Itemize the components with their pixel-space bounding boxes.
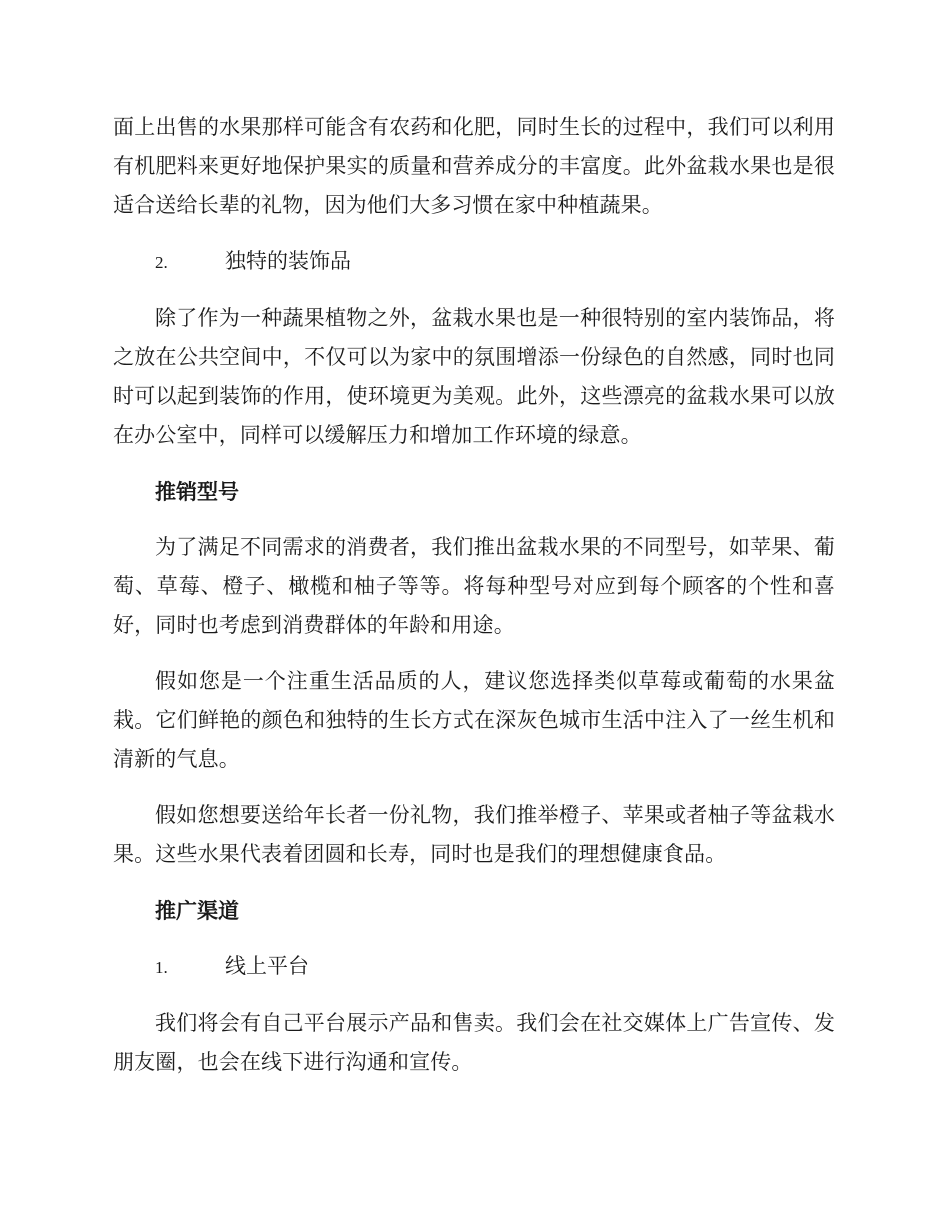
list-item-label: 独特的装饰品 [225, 249, 351, 273]
list-number: 2. [155, 253, 168, 272]
paragraph-elder-gift: 假如您想要送给年长者一份礼物，我们推举橙子、苹果或者柚子等盆栽水果。这些水果代表着团圆和长寿，同时也是我们的理想健康食品。 [113, 803, 835, 866]
paragraph-quality-life: 假如您是一个注重生活品质的人，建议您选择类似草莓或葡萄的水果盆栽。它们鲜艳的颜色和独特的生长方式在深灰色城市生活中注入了一丝生机和清新的气息。 [113, 669, 835, 771]
paragraph-decoration: 除了作为一种蔬果植物之外，盆栽水果也是一种很特别的室内装饰品，将之放在公共空间中，不仅可以为家中的氛围增添一份绿色的自然感，同时也同时可以起到装饰的作用，使环境更为美观。此外，这些漂亮的盆栽水果可以放在办公室中，同样可以缓解压力和增加工作环境的绿意。 [113, 306, 835, 447]
paragraph-organic-benefits: 面上出售的水果那样可能含有农药和化肥，同时生长的过程中，我们可以利用有机肥料来更好地保护果实的质量和营养成分的丰富度。此外盆栽水果也是很适合送给长辈的礼物，因为他们大多习惯在家中种植蔬果。 [113, 115, 835, 217]
list-number: 1. [155, 958, 168, 977]
paragraph-online-platform: 我们将会有自己平台展示产品和售卖。我们会在社交媒体上广告宣传、发朋友圈，也会在线下进行沟通和宣传。 [113, 1011, 835, 1074]
paragraph-models-intro: 为了满足不同需求的消费者，我们推出盆栽水果的不同型号，如苹果、葡萄、草莓、橙子、橄榄和柚子等等。将每种型号对应到每个顾客的个性和喜好，同时也考虑到消费群体的年龄和用途。 [113, 535, 835, 637]
section-heading-models: 推销型号 [155, 479, 239, 504]
list-item-decoration [113, 242, 835, 282]
section-heading-channels: 推广渠道 [155, 898, 239, 923]
list-item-online [113, 947, 835, 987]
list-item-label: 线上平台 [225, 954, 309, 978]
document-body [113, 108, 835, 1099]
